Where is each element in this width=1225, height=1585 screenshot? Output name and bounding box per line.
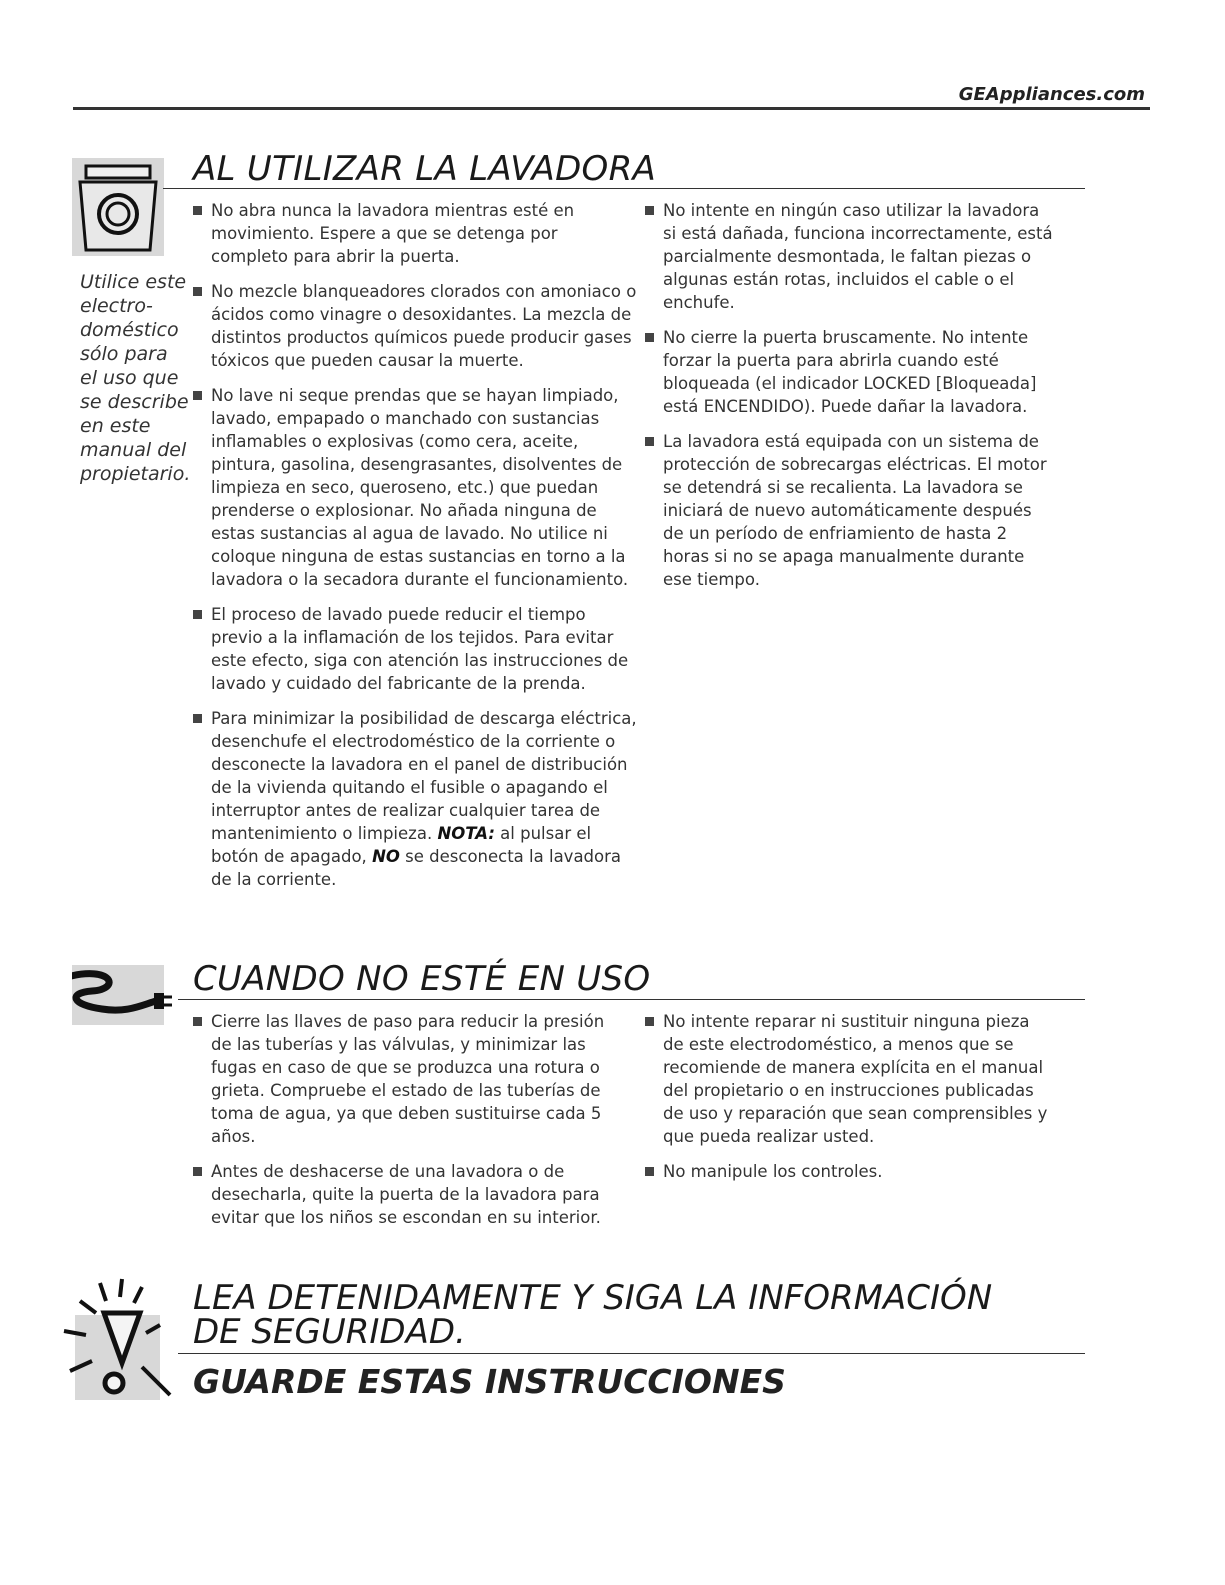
item-text: se desconecta la lavadora de la corriente.: [211, 847, 622, 889]
list-item: No mezcle blanqueadores clorados con amoniaco o ácidos como vinagre o desoxidantes. La mezcla de distintos productos químicos puede producir gases tóxicos que pueden causar la muerte.: [193, 280, 638, 372]
list-not-in-use-left: [193, 1010, 628, 1241]
item-text: Para minimizar la posibilidad de descarga eléctrica, desenchufe el electrodoméstico de la corriente o desconecte la lavadora en el panel de distribución de la vivienda quitando el fusible o apagando el interruptor antes de realizar cualquier tarea de mantenimiento o limpieza.: [211, 709, 637, 843]
list-not-in-use-right: [645, 1010, 1055, 1195]
header-rule: [73, 107, 1150, 110]
list-item: [193, 707, 638, 891]
list-item: No cierre la puerta bruscamente. No intente forzar la puerta para abrirla cuando esté bloqueada (el indicador LOCKED [Bloqueada] está ENCENDIDO). Puede dañar la lavadora.: [645, 326, 1055, 418]
list-item: El proceso de lavado puede reducir el tiempo previo a la inflamación de los tejidos. Para evitar este efecto, siga con atención las instrucciones de lavado y cuidado del fabricante de la prenda.: [193, 603, 638, 695]
list-item: La lavadora está equipada con un sistema de protección de sobrecargas eléctricas. El motor se detendrá si se recalienta. La lavadora se iniciará de nuevo automáticamente después de un período de enfriamiento de hasta 2 horas si no se apaga manualmente durante ese tiempo.: [645, 430, 1055, 591]
section-rule: [178, 1353, 1085, 1354]
warning-icon: [60, 1275, 185, 1400]
list-using-right: [645, 199, 1055, 603]
section-title-using: AL UTILIZAR LA LAVADORA: [193, 149, 657, 189]
list-item: Cierre las llaves de paso para reducir la presión de las tuberías y las válvulas, y minimizar las fugas en caso de que se produzca una rotura o grieta. Compruebe el estado de las tuberías de toma de agua, ya que deben sustituirse cada 5 años.: [193, 1010, 628, 1148]
list-item: No abra nunca la lavadora mientras esté en movimiento. Espere a que se detenga por completo para abrir la puerta.: [193, 199, 638, 268]
list-using-left: [193, 199, 638, 903]
section-rule: [163, 188, 1085, 189]
power-cord-icon: [72, 965, 172, 1025]
list-item: Antes de deshacerse de una lavadora o de desecharla, quite la puerta de la lavadora para evitar que los niños se escondan en su interior.: [193, 1160, 628, 1229]
save-instructions-heading: GUARDE ESTAS INSTRUCCIONES: [193, 1362, 786, 1401]
safety-heading-line2: DE SEGURIDAD.: [193, 1312, 466, 1352]
section-rule: [178, 999, 1085, 1000]
list-item: No manipule los controles.: [645, 1160, 1055, 1183]
item-text: al pulsar el botón de apagado,: [211, 824, 592, 866]
safety-heading-line1: LEA DETENIDAMENTE Y SIGA LA INFORMACIÓN: [193, 1278, 993, 1318]
list-item: No lave ni seque prendas que se hayan limpiado, lavado, empapado o manchado con sustancias inflamables o explosivas (como cera, aceite, pintura, gasolina, desengrasantes, disolventes de limpieza en seco, queroseno, etc.) que puedan prenderse o explosionar. No añada ninguna de estas sustancias al agua de lavado. No utilice ni coloque ninguna de estas sustancias en torno a la lavadora o la secadora durante el funcionamiento.: [193, 384, 638, 591]
no-label: NO: [372, 847, 400, 866]
note-label: NOTA:: [437, 824, 495, 843]
list-item: No intente en ningún caso utilizar la lavadora si está dañada, funciona incorrectamente, está parcialmente desmontada, le faltan piezas o algunas están rotas, incluidos el cable o el enchufe.: [645, 199, 1055, 314]
washer-icon: [72, 158, 164, 256]
site-url: GEAppliances.com: [958, 84, 1145, 105]
section-title-not-in-use: CUANDO NO ESTÉ EN USO: [193, 959, 651, 999]
list-item: No intente reparar ni sustituir ninguna pieza de este electrodoméstico, a menos que se recomiende de manera explícita en el manual del propietario o en instrucciones publicadas de uso y reparación que sean comprensibles y que pueda realizar usted.: [645, 1010, 1055, 1148]
side-note: Utilice este electro- doméstico sólo para el uso que se describe en este manual del propietario.: [80, 271, 191, 485]
